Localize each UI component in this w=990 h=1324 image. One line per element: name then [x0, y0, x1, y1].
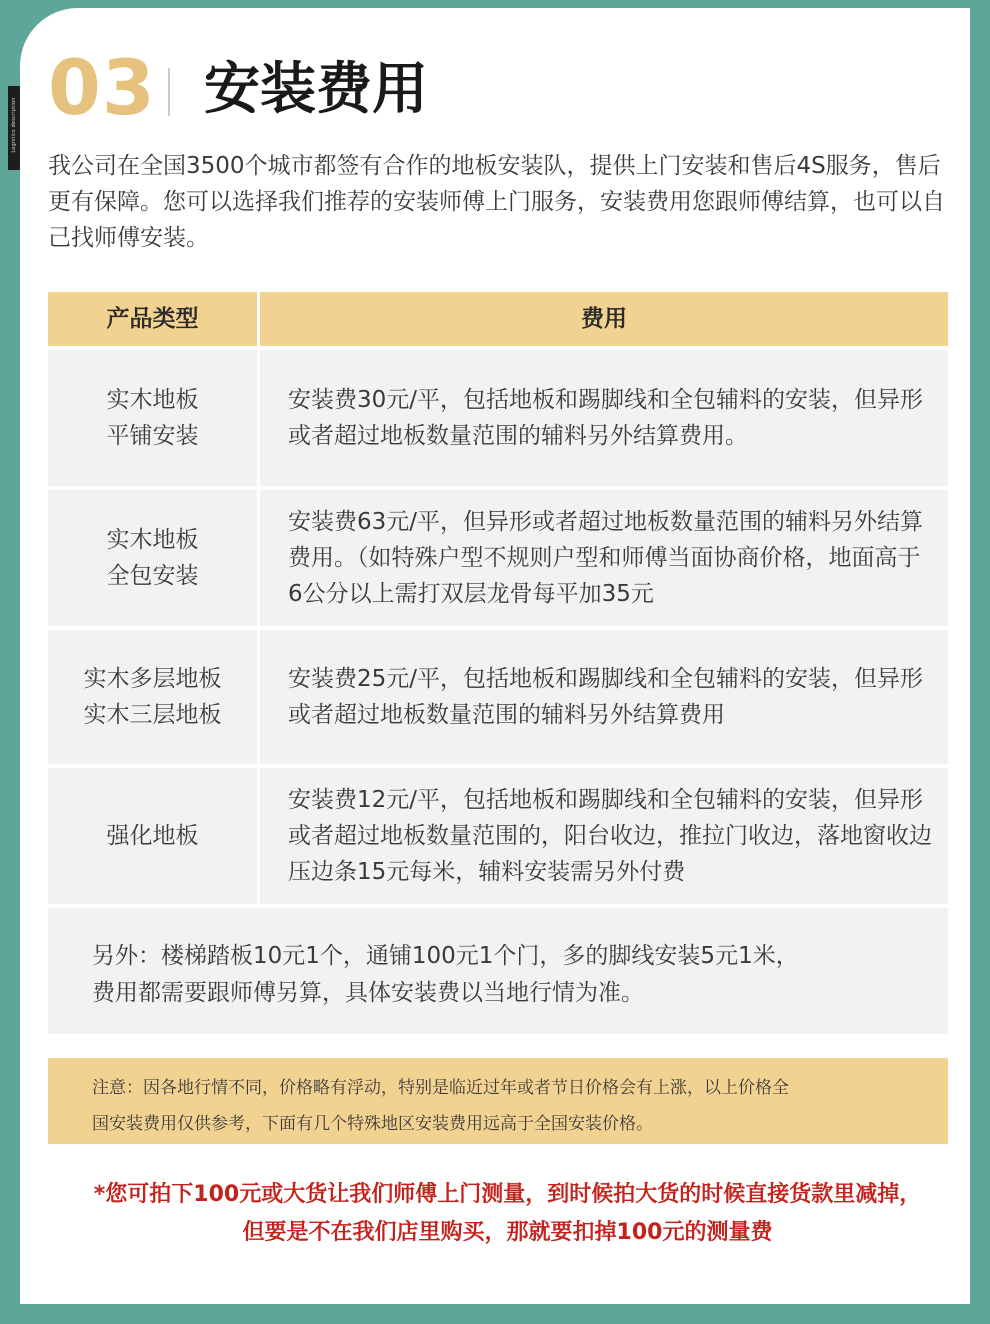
measurement-warning — [40, 1176, 975, 1252]
column-header-fee: 费用 — [260, 292, 948, 346]
table-row-4-fee — [260, 768, 948, 904]
side-tab — [8, 86, 20, 170]
notice-line-1: 注意：因各地行情不同，价格略有浮动，特别是临近过年或者节日价格会有上涨，以上价格全 — [92, 1078, 789, 1098]
type-line: 实木地板 — [106, 527, 199, 553]
fee-text: 安装费63元/平，但异形或者超过地板数量范围的辅料另外结算费用。（如特殊户型不规则户型和师傅当面协商价格，地面高于6公分以上需打双层龙骨每平加35元 — [288, 509, 924, 607]
table-row-1-type — [48, 350, 257, 486]
table-row-2-type — [48, 490, 257, 626]
table-row-3-fee — [260, 630, 948, 764]
table-row-3-type — [48, 630, 257, 764]
notice-line-2: 国安装费用仅供参考，下面有几个特殊地区安装费用远高于全国安装价格。 — [92, 1114, 653, 1134]
fee-text: 安装费25元/平，包括地板和踢脚线和全包辅料的安装，但异形或者超过地板数量范围的辅料另外结算费用 — [288, 666, 924, 728]
fee-text: 安装费12元/平，包括地板和踢脚线和全包辅料的安装，但异形或者超过地板数量范围的，阳台收边，推拉门收边，落地窗收边压边条15元每米，辅料安装需另外付费 — [288, 787, 932, 885]
table-row-2-fee — [260, 490, 948, 626]
intro-paragraph: 我公司在全国3500个城市都签有合作的地板安装队，提供上门安装和售后4S服务，售后更有保障。您可以选择我们推荐的安装师傅上门服务，安装费用您跟师傅结算，也可以自己找师傅安装。 — [48, 153, 945, 251]
extra-fees-box — [48, 908, 948, 1034]
fee-text: 安装费30元/平，包括地板和踢脚线和全包辅料的安装，但异形或者超过地板数量范围的辅料另外结算费用。 — [288, 387, 924, 449]
type-line: 实木多层地板 — [83, 666, 222, 692]
notice-box — [48, 1058, 948, 1144]
column-header-type: 产品类型 — [48, 292, 257, 346]
warning-line-1: *您可拍下100元或大货让我们师傅上门测量，到时候拍大货的时候直接货款里减掉， — [93, 1182, 922, 1207]
type-line: 强化地板 — [106, 823, 199, 849]
side-tab-label: Logistics description — [11, 97, 17, 153]
type-line: 平铺安装 — [106, 423, 199, 449]
type-line: 全包安装 — [106, 563, 199, 589]
extra-line-2: 费用都需要跟师傅另算，具体安装费以当地行情为准。 — [92, 980, 644, 1006]
page-title: 安装费用 — [204, 57, 428, 122]
section-number: 03 — [48, 43, 156, 132]
title-divider — [168, 68, 170, 116]
extra-line-1: 另外：楼梯踏板10元1个，通铺100元1个门，多的脚线安装5元1米， — [92, 943, 799, 969]
warning-line-2: 但要是不在我们店里购买，那就要扣掉100元的测量费 — [242, 1220, 773, 1245]
table-row-4-type — [48, 768, 257, 904]
type-line: 实木三层地板 — [83, 702, 222, 728]
table-row-1-fee — [260, 350, 948, 486]
type-line: 实木地板 — [106, 387, 199, 413]
